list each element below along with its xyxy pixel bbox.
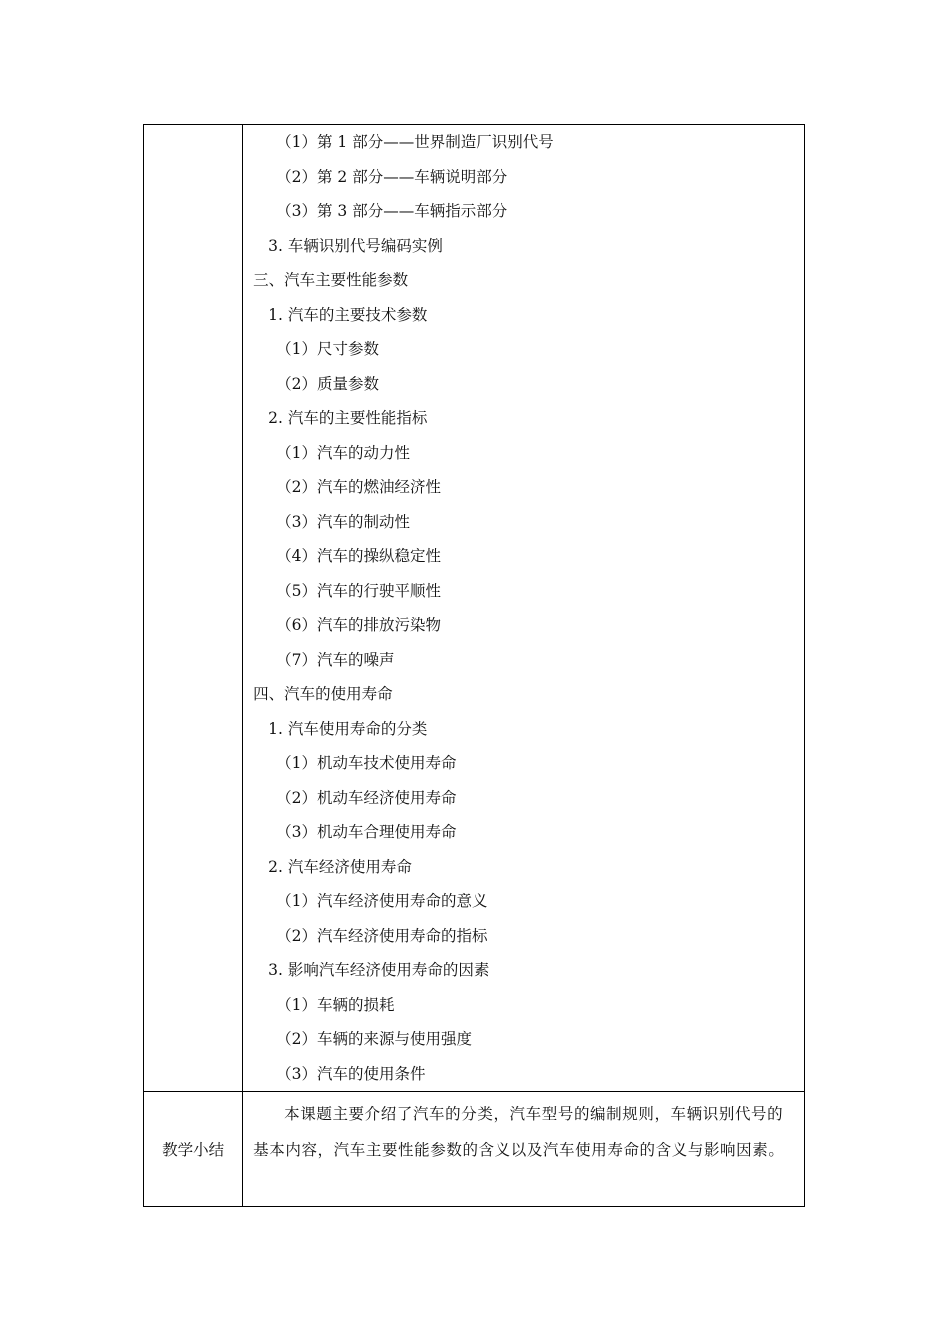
outline-item: （3）机动车合理使用寿命 — [276, 823, 457, 841]
outline-item: （2）第 2 部分——车辆说明部分 — [276, 167, 508, 186]
outline-item: 1. 汽车的主要技术参数 — [268, 305, 428, 324]
outline-item: （2）汽车的燃油经济性 — [276, 478, 442, 496]
outline-item: （1）汽车经济使用寿命的意义 — [276, 892, 488, 910]
outline-item: （6）汽车的排放污染物 — [276, 616, 442, 634]
outline-row — [144, 125, 805, 1092]
content-outline — [243, 125, 804, 1091]
summary-row — [144, 1092, 805, 1207]
outline-item: （2）汽车经济使用寿命的指标 — [276, 926, 488, 945]
outline-item: （1）机动车技术使用寿命 — [276, 754, 457, 772]
summary-text: 本课题主要介绍了汽车的分类，汽车型号的编制规则，车辆识别代号的基本内容，汽车主要性能参数的含义以及汽车使用寿命的含义与影响因素。 — [243, 1092, 805, 1207]
outline-item: （3）汽车的制动性 — [276, 512, 411, 531]
outline-item: 3. 影响汽车经济使用寿命的因素 — [268, 961, 490, 979]
outline-item: （7）汽车的噪声 — [276, 650, 395, 669]
outline-label-cell — [144, 125, 243, 1092]
outline-item: （1）尺寸参数 — [276, 340, 380, 358]
outline-item: （5）汽车的行驶平顺性 — [276, 581, 442, 600]
outline-item: （2）车辆的来源与使用强度 — [276, 1030, 473, 1048]
outline-item: 2. 汽车经济使用寿命 — [268, 857, 412, 876]
outline-item: （1）车辆的损耗 — [276, 995, 395, 1014]
outline-item: （1）汽车的动力性 — [276, 443, 411, 462]
outline-item: 四、汽车的使用寿命 — [253, 685, 393, 703]
outline-item: 1. 汽车使用寿命的分类 — [268, 719, 428, 738]
outline-item: （2）质量参数 — [276, 374, 380, 393]
outline-item: 3. 车辆识别代号编码实例 — [268, 236, 443, 255]
outline-item: 三、汽车主要性能参数 — [253, 271, 409, 289]
outline-item: 2. 汽车的主要性能指标 — [268, 409, 428, 427]
outline-item: （4）汽车的操纵稳定性 — [276, 547, 442, 565]
outline-item: （3）第 3 部分——车辆指示部分 — [276, 202, 508, 220]
outline-item: （3）汽车的使用条件 — [276, 1064, 426, 1083]
outline-item: （2）机动车经济使用寿命 — [276, 788, 457, 807]
lesson-plan-table — [143, 124, 805, 1207]
outline-item: （1）第 1 部分——世界制造厂识别代号 — [276, 133, 554, 151]
outline-content-cell — [243, 125, 805, 1092]
summary-label: 教学小结 — [144, 1092, 243, 1207]
